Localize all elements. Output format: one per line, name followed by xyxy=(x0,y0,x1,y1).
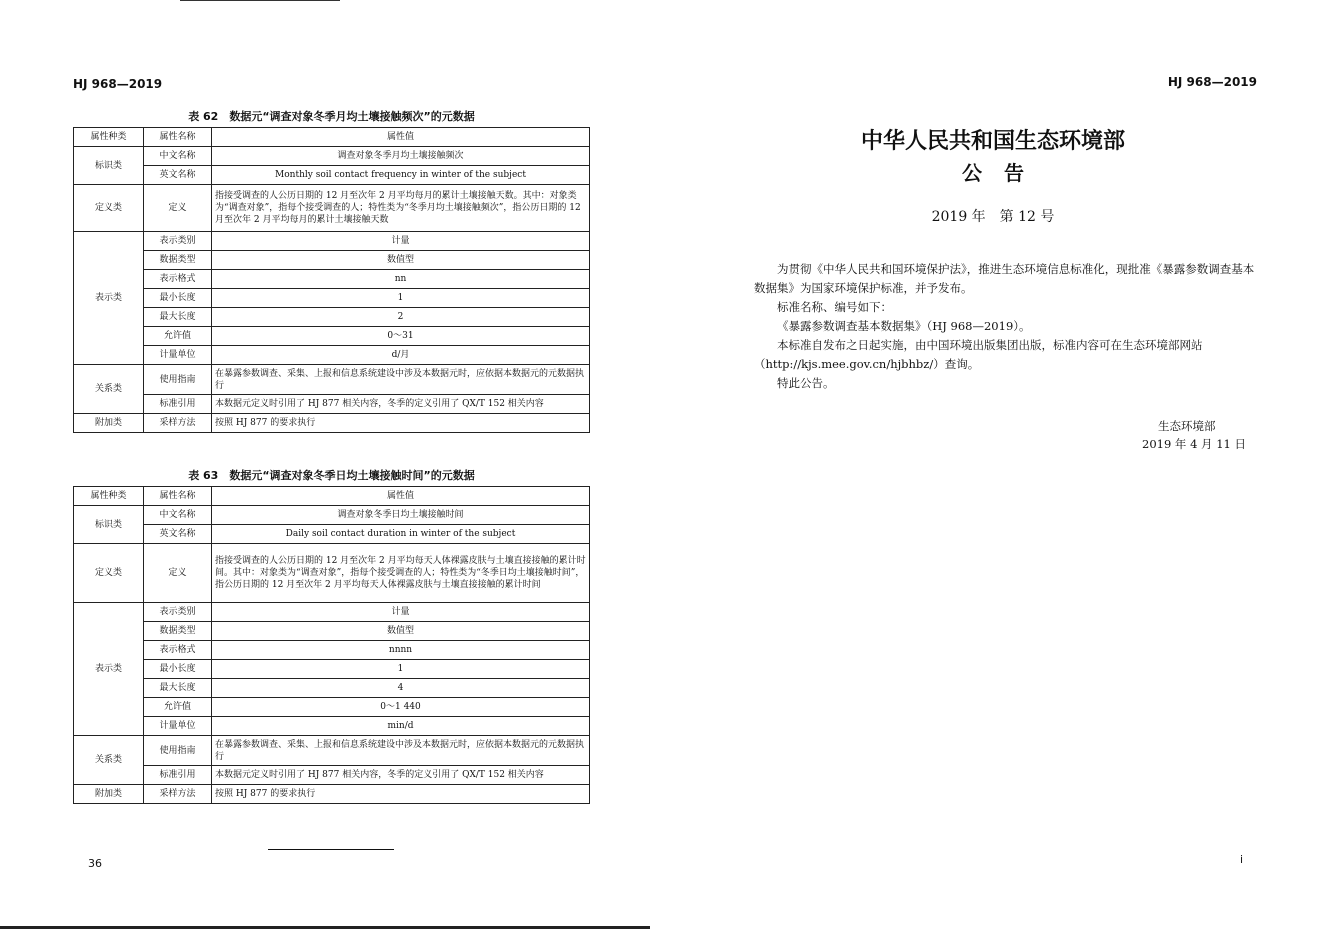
table-63-caption: 表 63 数据元“调查对象冬季日均土壤接触时间”的元数据 xyxy=(188,469,475,482)
attribute-value-cell: 在暴露参数调查、采集、上报和信息系统建设中涉及本数据元时，应依据本数据元的元数据执行 xyxy=(212,736,590,766)
attribute-value-cell: 调查对象冬季日均土壤接触时间 xyxy=(212,506,590,525)
category-cell: 表示类 xyxy=(74,603,144,736)
right-header-code: HJ 968—2019 xyxy=(1167,75,1257,89)
attribute-value-cell: 计量 xyxy=(212,232,590,251)
table-row xyxy=(74,679,590,698)
attribute-name-cell: 定义 xyxy=(144,185,212,232)
table-row xyxy=(74,308,590,327)
notice-body xyxy=(754,260,1259,393)
attribute-name-cell: 表示类别 xyxy=(144,603,212,622)
attribute-name-cell: 最大长度 xyxy=(144,679,212,698)
attribute-name-cell: 表示格式 xyxy=(144,641,212,660)
attribute-name-cell: 中文名称 xyxy=(144,147,212,166)
attribute-value-cell: 在暴露参数调查、采集、上报和信息系统建设中涉及本数据元时，应依据本数据元的元数据执行 xyxy=(212,365,590,395)
notice-paragraph: 为贯彻《中华人民共和国环境保护法》，推进生态环境信息标准化，现批准《暴露参数调查基本数据集》为国家环境保护标准，并予发布。 xyxy=(754,262,1255,295)
attribute-name-cell: 计量单位 xyxy=(144,717,212,736)
notice-date: 2019 年 4 月 11 日 xyxy=(1142,437,1246,451)
table-row xyxy=(74,166,590,185)
header-cell: 属性值 xyxy=(212,128,590,147)
table-row xyxy=(74,603,590,622)
table-row xyxy=(74,736,590,766)
scan-edge-top xyxy=(180,0,340,1)
attribute-value-cell: Daily soil contact duration in winter of the subject xyxy=(212,525,590,544)
table-row xyxy=(74,232,590,251)
notice-paragraph: 特此公告。 xyxy=(777,376,835,390)
attribute-name-cell: 数据类型 xyxy=(144,251,212,270)
table-row xyxy=(74,147,590,166)
signatory: 生态环境部 xyxy=(1158,419,1216,433)
attribute-name-cell: 计量单位 xyxy=(144,346,212,365)
table-header-row xyxy=(74,487,590,506)
attribute-name-cell: 采样方法 xyxy=(144,414,212,433)
attribute-name-cell: 最小长度 xyxy=(144,289,212,308)
table-62 xyxy=(73,127,590,433)
attribute-value-cell: 0～31 xyxy=(212,327,590,346)
right-page-number: i xyxy=(1240,853,1244,866)
table-row xyxy=(74,346,590,365)
table-row xyxy=(74,766,590,785)
header-cell: 属性种类 xyxy=(74,487,144,506)
attribute-name-cell: 使用指南 xyxy=(144,365,212,395)
table-row xyxy=(74,544,590,603)
attribute-value-cell: Monthly soil contact frequency in winter of the subject xyxy=(212,166,590,185)
table-row xyxy=(74,641,590,660)
attribute-name-cell: 中文名称 xyxy=(144,506,212,525)
table-row xyxy=(74,395,590,414)
attribute-name-cell: 使用指南 xyxy=(144,736,212,766)
attribute-value-cell: min/d xyxy=(212,717,590,736)
notice-paragraph: 本标准自发布之日起实施，由中国环境出版集团出版，标准内容可在生态环境部网站（http://kjs.mee.gov.cn/hjbhbz/）查询。 xyxy=(754,338,1203,371)
category-cell: 关系类 xyxy=(74,736,144,785)
table-row xyxy=(74,622,590,641)
table-63 xyxy=(73,486,590,804)
attribute-name-cell: 采样方法 xyxy=(144,785,212,804)
table-row xyxy=(74,506,590,525)
right-page xyxy=(662,0,1324,936)
attribute-value-cell: nn xyxy=(212,270,590,289)
table-row xyxy=(74,698,590,717)
attribute-value-cell: 本数据元定义时引用了 HJ 877 相关内容，冬季的定义引用了 QX/T 152 相关内容 xyxy=(212,395,590,414)
category-cell: 附加类 xyxy=(74,414,144,433)
table-row xyxy=(74,289,590,308)
table-header-row xyxy=(74,128,590,147)
attribute-name-cell: 最小长度 xyxy=(144,660,212,679)
notice-paragraph: 标准名称、编号如下： xyxy=(777,300,892,314)
attribute-value-cell: 按照 HJ 877 的要求执行 xyxy=(212,785,590,804)
attribute-name-cell: 表示格式 xyxy=(144,270,212,289)
attribute-name-cell: 标准引用 xyxy=(144,766,212,785)
header-cell: 属性种类 xyxy=(74,128,144,147)
left-page-number: 36 xyxy=(88,857,102,870)
category-cell: 定义类 xyxy=(74,544,144,603)
notice-heading: 公告 xyxy=(962,161,1046,185)
left-header-code: HJ 968—2019 xyxy=(73,77,163,91)
attribute-value-cell: 1 xyxy=(212,660,590,679)
attribute-name-cell: 允许值 xyxy=(144,327,212,346)
ministry-title: 中华人民共和国生态环境部 xyxy=(860,128,1125,154)
table-row xyxy=(74,785,590,804)
attribute-name-cell: 表示类别 xyxy=(144,232,212,251)
category-cell: 附加类 xyxy=(74,785,144,804)
attribute-name-cell: 允许值 xyxy=(144,698,212,717)
table-row xyxy=(74,327,590,346)
attribute-value-cell: 按照 HJ 877 的要求执行 xyxy=(212,414,590,433)
table-row xyxy=(74,717,590,736)
category-cell: 定义类 xyxy=(74,185,144,232)
table-row xyxy=(74,270,590,289)
category-cell: 标识类 xyxy=(74,506,144,544)
table-row xyxy=(74,365,590,395)
category-cell: 关系类 xyxy=(74,365,144,414)
attribute-name-cell: 英文名称 xyxy=(144,525,212,544)
table-row xyxy=(74,185,590,232)
attribute-value-cell: 4 xyxy=(212,679,590,698)
scan-edge-bottom xyxy=(0,926,650,929)
footer-rule xyxy=(268,849,394,850)
header-cell: 属性名称 xyxy=(144,128,212,147)
attribute-name-cell: 定义 xyxy=(144,544,212,603)
notice-number: 2019 年 第 12 号 xyxy=(931,209,1055,225)
attribute-value-cell: 2 xyxy=(212,308,590,327)
attribute-value-cell: 1 xyxy=(212,289,590,308)
attribute-name-cell: 数据类型 xyxy=(144,622,212,641)
attribute-value-cell: 指接受调查的人公历日期的 12 月至次年 2 月平均每天人体裸露皮肤与土壤直接接触的累计时间。其中：对象类为“调查对象”，指每个接受调查的人；特性类为“冬季日均土壤接触时间”，指公历日期的 12 月至次年 2 月平均每天人体裸露皮肤与土壤直接接触的累计时间 xyxy=(212,544,590,603)
attribute-value-cell: 计量 xyxy=(212,603,590,622)
attribute-value-cell: 数值型 xyxy=(212,622,590,641)
table-row xyxy=(74,660,590,679)
attribute-value-cell: 0～1 440 xyxy=(212,698,590,717)
attribute-name-cell: 最大长度 xyxy=(144,308,212,327)
header-cell: 属性值 xyxy=(212,487,590,506)
attribute-name-cell: 标准引用 xyxy=(144,395,212,414)
attribute-value-cell: nnnn xyxy=(212,641,590,660)
table-row xyxy=(74,251,590,270)
category-cell: 表示类 xyxy=(74,232,144,365)
table-62-caption: 表 62 数据元“调查对象冬季月均土壤接触频次”的元数据 xyxy=(188,110,475,123)
attribute-value-cell: 本数据元定义时引用了 HJ 877 相关内容，冬季的定义引用了 QX/T 152 相关内容 xyxy=(212,766,590,785)
attribute-value-cell: 调查对象冬季月均土壤接触频次 xyxy=(212,147,590,166)
table-row xyxy=(74,414,590,433)
notice-paragraph: 《暴露参数调查基本数据集》（HJ 968—2019）。 xyxy=(777,319,1031,333)
attribute-value-cell: 指接受调查的人公历日期的 12 月至次年 2 月平均每月的累计土壤接触天数。其中：对象类为“调查对象”，指每个接受调查的人；特性类为“冬季月均土壤接触频次”，指公历日期的 12 月至次年 2 月平均每月的累计土壤接触天数 xyxy=(212,185,590,232)
header-cell: 属性名称 xyxy=(144,487,212,506)
attribute-value-cell: d/月 xyxy=(212,346,590,365)
attribute-name-cell: 英文名称 xyxy=(144,166,212,185)
category-cell: 标识类 xyxy=(74,147,144,185)
attribute-value-cell: 数值型 xyxy=(212,251,590,270)
table-row xyxy=(74,525,590,544)
